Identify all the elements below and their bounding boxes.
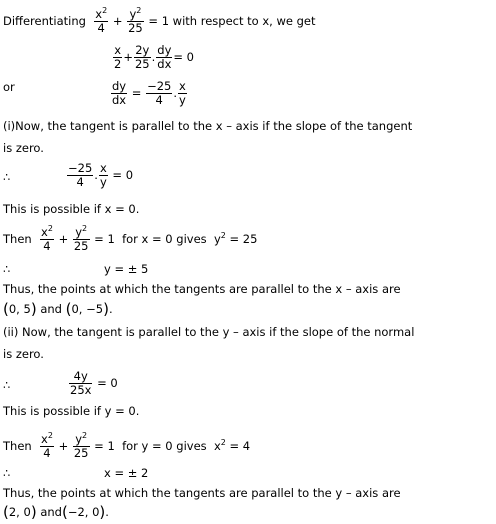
fraction-x-y: $\frac{x}{y}$ <box>179 79 186 107</box>
fraction-y2-25: $\frac{y^2}{25}$ <box>73 431 89 460</box>
points-x-axis: (0, 5) and (0, −5). <box>3 300 113 318</box>
points-y-axis: (2, 0) and(−2, 0). <box>3 503 109 521</box>
fraction-dy-dx: $\frac{dy}{dx}$ <box>157 43 172 71</box>
x-result: x = ± 2 <box>104 466 149 480</box>
slope-zero-eq: $\frac{-25}{4}$ . $\frac{x}{y}$ = 0 <box>68 161 134 189</box>
equation-line-3 <box>3 80 15 94</box>
text: with respect to x, we get <box>172 14 316 28</box>
fraction-x-2: $\frac{x}{2}$ <box>114 43 122 71</box>
fraction-x2-4: $\frac{x^2}{4}$ <box>95 6 108 35</box>
then-line-1: Then $\frac{x^2}{4}$ + $\frac{y^2}{25}$ = 1 for x = 0 gives $y^2 = 25$ <box>3 224 258 253</box>
part-i-line-b: is zero. <box>3 141 44 155</box>
fraction-x2-4: $\frac{x^2}{4}$ <box>41 431 53 460</box>
normal-slope-eq: $\frac{4y}{25x}$ = 0 <box>70 369 118 397</box>
possible-x: This is possible if x = 0. <box>3 202 140 216</box>
fraction-dy-dx: $\frac{dy}{dx}$ <box>112 79 127 107</box>
fraction-x-y: $\frac{x}{y}$ <box>99 161 107 189</box>
fraction-m25-4: $\frac{-25}{4}$ <box>147 79 172 107</box>
possible-y: This is possible if y = 0. <box>3 404 140 418</box>
fraction-2y-25: $\frac{2y}{25}$ <box>134 43 150 71</box>
fraction-4y-25x: $\frac{4y}{25x}$ <box>70 369 92 397</box>
part-i-line-a: (i)Now, the tangent is parallel to the x – axis if the slope of the tangent <box>3 119 413 133</box>
thus-line-2: Thus, the points at which the tangents are parallel to the y – axis are <box>3 486 401 500</box>
fraction-m25-4: $\frac{-25}{4}$ <box>68 161 93 189</box>
fraction-y2-25: $\frac{y^2}{25}$ <box>73 224 89 253</box>
thus-line-1: Thus, the points at which the tangents are parallel to the x – axis are <box>3 282 401 296</box>
y-result: y = ± 5 <box>104 262 149 276</box>
equation-line-1: Differentiating $\frac{x^2}{4}$ + $\frac{y^2}{25}$ = 1 with respect to x, we get <box>3 6 316 35</box>
then-line-2: Then $\frac{x^2}{4}$ + $\frac{y^2}{25}$ = 1 for y = 0 gives $x^2 = 4$ <box>3 431 251 460</box>
therefore-symbol: ∴ <box>3 262 11 276</box>
part-ii-line-b: is zero. <box>3 347 44 361</box>
equation-line-3-math: $\frac{dy}{dx}$ = $\frac{-25}{4}$ . $\frac{x}{y}$ <box>112 79 186 107</box>
therefore-symbol: ∴ <box>3 378 11 392</box>
fraction-y2-25: $\frac{y^2}{25}$ <box>128 6 143 35</box>
part-ii-line-a: (ii) Now, the tangent is parallel to the y – axis if the slope of the normal <box>3 325 415 339</box>
equation-line-2: $\frac{x}{2}$ + $\frac{2y}{25}$ . $\frac{dy}{dx}$ = 0 <box>114 43 194 71</box>
fraction-x2-4: $\frac{x^2}{4}$ <box>41 224 53 253</box>
therefore-symbol: ∴ <box>3 170 11 184</box>
or-text: or <box>3 80 15 94</box>
therefore-symbol: ∴ <box>3 466 11 480</box>
text: Differentiating <box>3 14 86 28</box>
